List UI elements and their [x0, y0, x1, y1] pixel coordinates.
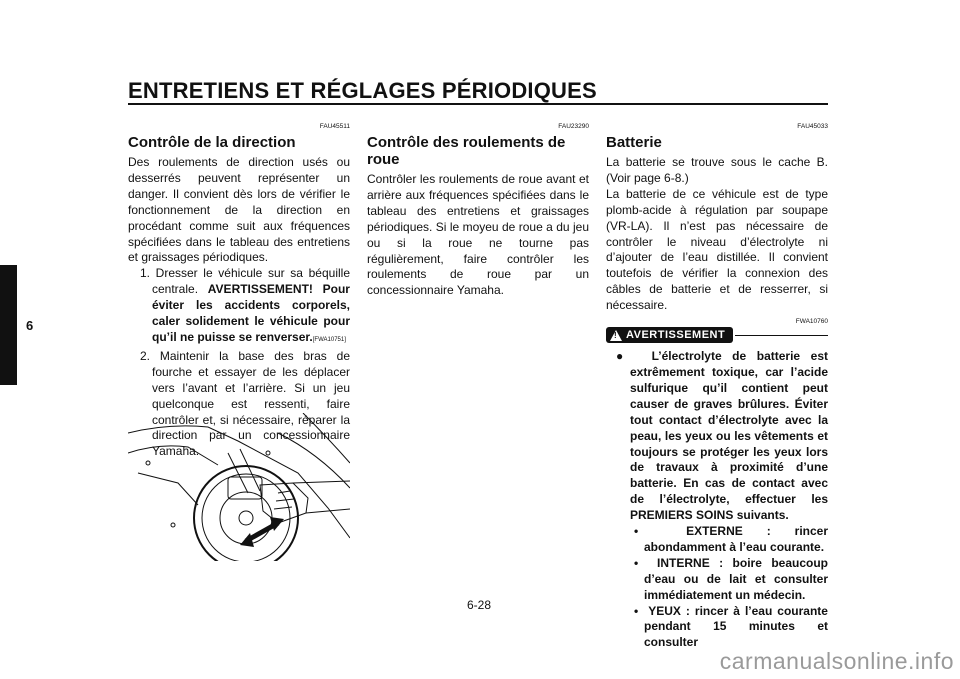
first-aid-item: • INTERNE : boire beaucoup d’eau ou de lait et consulter immédiatement un médecin.: [634, 555, 828, 602]
warning-rule: [735, 335, 828, 336]
section-code: FAU23290: [558, 123, 589, 130]
battery-section: [606, 123, 828, 651]
page-number: 6-28: [467, 598, 492, 612]
first-aid-item: • YEUX : rincer à l’eau courante pendant 15 minutes et consulter: [634, 603, 828, 650]
wheel-bearings-section: [367, 123, 589, 299]
warning-triangle-icon: !: [610, 330, 622, 341]
first-aid-text: INTERNE : boire beaucoup d’eau ou de lait et consulter immédiatement un médecin.: [644, 555, 828, 602]
first-aid-text: YEUX : rincer à l’eau courante pendant 15 minutes et consulter: [644, 603, 828, 650]
title-rule: [128, 103, 828, 105]
scooter-wheel-illustration: [128, 413, 350, 561]
first-aid-item: • EXTERNE : rincer abondamment à l’eau courante.: [634, 524, 828, 554]
step-1: [128, 266, 350, 349]
first-aid-list: [606, 524, 828, 651]
warning-label: AVERTISSEMENT: [626, 329, 726, 342]
chapter-tab: [0, 265, 17, 385]
warning-badge: [606, 327, 733, 343]
watermark: carmanualsonline.info: [719, 648, 954, 674]
section-text: La batterie se trouve sous le cache B. (Voir page 6-8.) La batterie de ce véhicule est de type plomb-acide à régulation par soupape (VR-LA). Il n’est pas nécessaire de contrôler le niveau d’électrolyte ni d’ajouter de l’eau distillée. Il convient toutefois de vérifier la connexion des câbles de batterie et de resserrer, si nécessaire.: [606, 155, 828, 313]
section-heading: Batterie: [606, 134, 662, 151]
section-intro: Des roulements de direction usés ou desserrés peuvent représenter un danger. Il convient dès lors de vérifier le fonctionnement de la direction en procédant comme suit aux fréquences spécifiées dans le tableau des entretiens et graissages périodiques.: [128, 155, 350, 265]
warning-bullet-text: L’électrolyte de batterie est extrêmement toxique, car l’acide sulfurique qu’il contient peut causer de graves brûlures. Éviter tout contact d’électrolyte avec la peau, les yeux ou les vêtements et toujours se protéger les yeux lors de travaux à proximité d’une batterie. En cas de contact avec de l’électrolyte, effectuer les PREMIERS SOINS suivants.: [630, 349, 828, 523]
first-aid-text: EXTERNE : rincer abondamment à l’eau courante.: [644, 524, 828, 554]
section-text: Contrôler les roulements de roue avant et arrière aux fréquences spécifiées dans le tableau des entretiens et graissages périodiques. Si le moyeu de roue a du jeu ou si la roue ne tourne pas régulièrement, faire contrôler les roulements de roue par un concessionnaire Yamaha.: [367, 172, 589, 298]
warning-header: [606, 327, 828, 343]
step-2: 2. Maintenir la base des bras de fourche et essayer de les déplacer vers l’avant et l’arrière. Si un jeu quelconque est ressenti, faire contrôler et, si nécessaire, réparer la direction par un concessionnaire Yamaha.: [140, 348, 350, 459]
step-1-text: 1. Dresser le véhicule sur sa béquille centrale.: [140, 266, 350, 297]
warning-body: [606, 349, 828, 651]
page-title: ENTRETIENS ET RÉGLAGES PÉRIODIQUES: [128, 78, 597, 103]
section-heading: Contrôle des roulements de roue: [367, 134, 566, 168]
chapter-number: 6: [26, 318, 34, 333]
step-1-code: [FWA10751]: [312, 336, 346, 343]
step-1-warning: AVERTISSEMENT! Pour éviter les accidents corporels, caler solidement le véhicule pour qu’il ne puisse se renverser.: [152, 282, 350, 344]
steering-section: [128, 123, 350, 460]
section-heading: Contrôle de la direction: [128, 134, 296, 151]
warning-code: FWA10760: [795, 318, 828, 326]
warning-bullet: ● L’électrolyte de batterie est extrêmement toxique, car l’acide sulfurique qu’il contient peut causer de graves brûlures. Éviter tout contact d’électrolyte avec la peau, les yeux ou les vêtements et toujours se protéger les yeux lors de travaux à proximité d’une batterie. En cas de contact avec de l’électrolyte, effectuer les PREMIERS SOINS suivants.: [616, 349, 828, 523]
section-code: FAU45511: [319, 123, 350, 130]
section-code: FAU45033: [797, 123, 828, 130]
